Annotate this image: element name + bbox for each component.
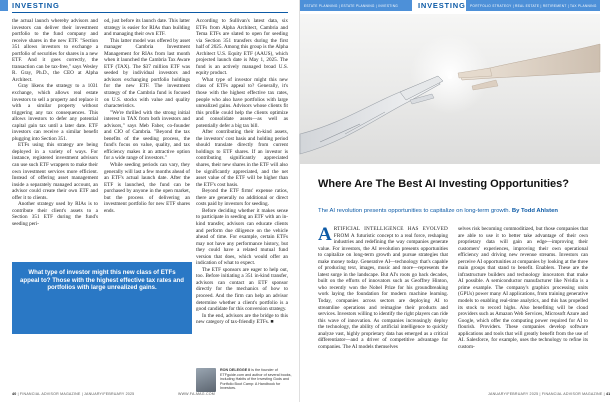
header-rule (12, 12, 288, 13)
spark-icon (448, 75, 452, 79)
page-number: 41 (605, 392, 610, 396)
left-footer (12, 392, 134, 396)
paragraph: After contributing their in-kind assets, the investors' cost basis and holding period should translate directly from current holdings to ETF shares. If an investor is contributing significantly appreciated shares, their new shares in the ETF will also be significantly appreciated, and the net asset value of the ETF will be higher than the ETF's cost basis. (196, 129, 288, 188)
paragraph: Gray likens the strategy to a 1031 exchange, which allows real estate investors to sell a property and replace it with a similar property without triggering any tax consequences. This allows investors to defer any potential capital gain tax until a later date. ETF investors can receive a similar benefit plugging into Section 351. (12, 83, 98, 142)
paragraph: ETFs using this strategy are being deployed in a variety of ways. For instance, registered investment advisors can use such ETF wrappers to make their own investment services more efficient. Instead of offering asset management inside a separately managed account, an advisor could create their own ETF and offer it to clients. (12, 142, 98, 201)
deck-text: The AI revolution presents opportunities to capitalize on long-term growth. (318, 208, 511, 214)
paragraph: Beyond the ETF firms' expense ratios, there are generally no additional or direct costs paid by investors for seeding. (196, 188, 288, 208)
article-column-1 (318, 226, 448, 386)
page-number: 40 (12, 392, 17, 396)
hands-reaching-illustration (300, 14, 600, 164)
footer-url: WWW.FA-MAG.COM (178, 392, 215, 396)
pull-quote: What type of investor might this new class of ETFs appeal to? Those with the highest effective tax rates and portfolios with large unrealized gains. (12, 262, 192, 334)
paragraph: This latter model was offered by asset manager Cambria Investment Management for RIAs from last month when it launched the Cambria Tax Aware ETF (TAX). The $37 million ETF was seeded by individual investors and advisors exchanging portfolio holdings for the new ETF. The investment strategy of the Cambria fund is focused on U.S. stocks with value and quality characteristics. (104, 37, 190, 110)
paragraph: In the end, advisors are the bridge to this new category of tax-friendly ETFs. ■ (196, 312, 288, 326)
article-column-2 (458, 226, 588, 386)
paragraph: od, just before its launch date. This latter strategy is easier for RIAs than building and managing their own ETF. (104, 18, 190, 38)
left-page (0, 0, 300, 402)
article-column-2 (104, 18, 190, 214)
footer-magazine: | FINANCIAL ADVISOR MAGAZINE | JANUARY/FEBRUARY 2025 (16, 392, 135, 396)
topics-nav: ESTATE PLANNING | ESTATE PLANNING | INVESTING (304, 4, 399, 8)
paragraph: Before deciding whether it makes sense to participate in seeding an ETF with an in-kind transfer, advisors can educate clients and perform due diligence on the vehicle ahead of time. For example, certain ETFs may not have any performance history, but they could have a related mutual fund version that does, which would offer an indication of what to expect. (196, 207, 288, 267)
footer-magazine: JANUARY/FEBRUARY 2025 | FINANCIAL ADVISOR MAGAZINE | (488, 392, 606, 396)
paragraph: According to Sullivan's latest data, six ETFs from Alpha Architect, Cambria and Tema ETFs are slated to open for seeding via Section 351 transfers during the first half of 2025. Among this group is the Alpha Architect U.S. Equity ETF (AAUS), which projected launch date is May 1, 2025. The fund is an actively managed broad U.S. equity product. (196, 18, 288, 77)
article-deck (318, 208, 588, 214)
lead-paragraph (318, 226, 448, 350)
right-footer (488, 392, 610, 396)
article-column-3 (196, 18, 288, 378)
paragraph-text: futuristic concept to a real force, reshaping industries and redefining the way companies generate value. For investors, the AI revolution presents opportunities to capitalize on long-term growth and pursue strategies that make money today. Generative AI—technology that's capable of producing text, images, music and more—represents the latest surge in the landscape. But AI's roots go back decades, built on the efforts of innovators such as Geoffrey Hinton, who recently won the Nobel Prize for his groundbreaking work laying the foundation for modern machine learning. Today, companies across sectors are deploying AI to streamline operations and reimagine their products and services. Investors willing to identify the right players can ride this wave of innovation. As companies increasingly deploy the technology, the ability of artificial intelligence to quickly analyze vast, highly proprietary data has emerged as a critical differentiator—and a driver of competitive advantage for companies. The AI models themselves (318, 232, 448, 350)
paragraph: Another strategy used by RIAs is to contribute their client's assets to a Section 351 ETF during the fund's seeding peri- (12, 201, 98, 227)
lead-in: RTIFICIAL INTELLIGENCE HAS EVOLVED FROM A (333, 226, 448, 239)
author-bio-text: is the founder of ETFguide.com and author of several books, including Habits of the Investing Gods and Portfolio Boot Camp: A Handbook for Investors. (220, 368, 292, 391)
section-kicker: INVESTING (418, 1, 466, 10)
hero-illustration (300, 14, 600, 164)
author-bio-box (196, 368, 292, 392)
paragraph: selves risk becoming commoditized, but those companies that are able to use it to better take advantage of their own proprietary data will gain an edge—improving their customers' experiences, improving their own operational efficiency and driving new revenue streams. Investors can perceive AI opportunities at companies by looking at the three main groups that stand to benefit. Enablers. These are the infrastructure builders and technology innovators that make AI possible. A semiconductor manufacturer like Nvidia is a prime example. The company's graphics processing units (GPUs) power many AI applications, from training generative models to enabling real-time analytics, and this has propelled its stock to record highs. Also benefiting will be cloud providers such as Amazon Web Services, Microsoft Azure and Google, which offer the computing power required for AI to flourish. Providers. These companies develop software applications and tools that will greatly benefit from the use of AI. Salesforce, for example, uses the technology to refine its custom- (458, 226, 588, 350)
header-color-bar (0, 0, 8, 11)
article-headline: Where Are The Best AI Investing Opportunities? (318, 178, 569, 190)
byline: By Todd Ahlsten (511, 208, 558, 214)
topics-nav-2: PORTFOLIO STRATEGY | REAL ESTATE | RETIREMENT | TAX PLANNING (470, 4, 597, 8)
author-name: RON DELEGGE II (220, 368, 251, 372)
right-page (300, 0, 610, 402)
author-bio (220, 368, 292, 392)
section-kicker: INVESTING (12, 1, 60, 10)
paragraph: What type of investor might this new class of ETFs appeal to? Generally, it's those with the highest effective tax rates, people who also have portfolios with large unrealized gains. Advisors whose clients fit this profile could help the clients optimize and consolidate assets—as well as potentially defer a big tax bill. (196, 76, 288, 129)
paragraph: "We're thrilled with the strong initial interest in TAX from both investors and advisors," says Meb Faber, co-founder and CIO of Cambria. "Beyond the tax benefits of the seeding process, the fund's focus on value, quality, and tax efficiency makes it an attractive option for a wide range of investors." (104, 109, 190, 162)
paragraph: The ETF sponsors are eager to help out, too. Before initiating a 351 in-kind transfer, advisors can contact an ETF sponsor directly for the mechanics of how to proceed. And the firm can help an advisor determine whether a client's portfolio is a good candidate for this conversion strategy. (196, 266, 288, 313)
paragraph: the actual launch whereby advisors and investors can deliver their investment portfolio to the fund company and receive shares in the new ETF. "Section 351 allows investors to exchange a portfolio of securities for shares in a new ETF. And it goes correctly, the transaction can be tax-free," says Wesley R. Gray, Ph.D., the CEO at Alpha Architect. (12, 18, 98, 83)
article-column-1 (12, 18, 98, 228)
author-photo (196, 368, 216, 392)
paragraph: While seeding periods can vary, they generally will last a few months ahead of an ETF's actual launch date. After the ETF is launched, the fund can be purchased by anyone in the open market, but the process of delivering an investment portfolio for new ETF shares ends. (104, 162, 190, 214)
drop-cap: A (318, 224, 332, 245)
